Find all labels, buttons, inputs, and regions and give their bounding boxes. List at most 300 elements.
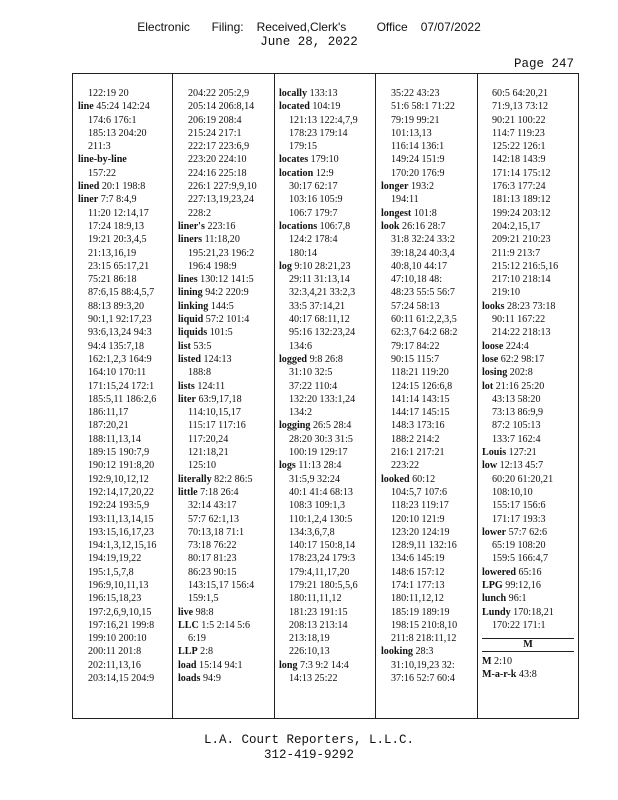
index-column-2 (178, 87, 273, 685)
index-entry (78, 193, 171, 206)
column-divider (274, 74, 275, 718)
page-references: 179:10 (308, 154, 339, 166)
index-continuation: 95:16 132:23,24 (289, 327, 356, 339)
index-term: longer (381, 181, 409, 193)
index-term: LLC (178, 619, 199, 631)
page-references: 124:11 (194, 380, 226, 392)
page-references: 28:23 73:18 (504, 300, 556, 312)
page-references: 45:24 142:24 (93, 101, 150, 113)
index-term: liners (178, 234, 203, 246)
page-references: 124:13 (201, 353, 232, 365)
index-continuation: 217:10 218:14 (492, 274, 551, 286)
page-references: 223:16 (204, 220, 236, 232)
index-continuation: 222:17 223:6,9 (188, 141, 250, 153)
index-term: liquids (178, 327, 208, 339)
index-continuation: 21:13,16,19 (88, 247, 137, 259)
index-continuation: 141:14 143:15 (391, 393, 450, 405)
index-continuation: 197:2,6,9,10,15 (88, 606, 152, 618)
index-term: losing (482, 367, 508, 379)
index-term: liner (78, 194, 99, 206)
index-continuation: 143:15,17 156:4 (188, 579, 255, 591)
index-continuation: 117:20,24 (188, 433, 229, 445)
index-continuation: 190:12 191:8,20 (88, 460, 155, 472)
page-number: Page 247 (513, 57, 574, 71)
index-entry (482, 606, 576, 619)
index-entry (178, 672, 273, 685)
index-entry (78, 180, 171, 193)
index-continuation: 88:13 89:3,20 (88, 300, 145, 312)
index-continuation: 185:13 204:20 (88, 127, 147, 139)
index-continuation: 209:21 210:23 (492, 234, 551, 246)
index-term: lining (178, 287, 203, 299)
index-continuation: 23:15 65:17,21 (88, 260, 150, 272)
index-entry (279, 87, 374, 100)
index-continuation: 43:13 58:20 (492, 393, 541, 405)
index-continuation: 215:24 217:1 (188, 127, 242, 139)
index-continuation: 148:3 173:16 (391, 420, 445, 432)
index-term: Louis (482, 447, 507, 459)
index-continuation: 227:13,19,23,24 (188, 194, 254, 206)
index-entry (78, 100, 171, 113)
index-continuation: 60:5 64:20,21 (492, 88, 549, 99)
index-continuation: 185:5,11 186:2,6 (88, 393, 157, 405)
index-continuation: 216:1 217:21 (391, 447, 445, 459)
index-term: location (279, 167, 314, 179)
page-references: 7:18 26:4 (197, 486, 239, 498)
index-continuation: 90:21 100:22 (492, 114, 546, 126)
index-continuation: 196:4 198:9 (188, 260, 237, 272)
index-continuation: 180:11,12,12 (391, 593, 444, 605)
page-references: 15:14 94:1 (196, 659, 243, 671)
index-term: lunch (482, 593, 507, 605)
index-continuation: 118:21 119:20 (391, 367, 449, 379)
page-references: 9:8 26:8 (307, 353, 343, 365)
index-continuation: 200:11 201:8 (88, 646, 142, 658)
index-continuation: 118:23 119:17 (391, 500, 449, 512)
index-continuation: 101:13,13 (391, 127, 432, 139)
index-entry (482, 526, 576, 539)
index-continuation: 116:14 136:1 (391, 141, 445, 153)
page-references: 130:12 141:5 (197, 274, 254, 286)
page-references: 53:5 (190, 340, 212, 352)
index-term: locally (279, 88, 308, 99)
index-continuation: 125:10 (188, 460, 217, 472)
index-continuation: 122:19 20 (88, 88, 129, 99)
index-entry (482, 592, 576, 605)
index-continuation: 47:10,18 48: (391, 274, 443, 286)
index-term: lists (178, 380, 195, 392)
index-term: low (482, 460, 498, 472)
index-continuation: 48:23 55:5 56:7 (391, 287, 455, 299)
index-continuation: 178:23,24 179:3 (289, 553, 356, 565)
index-continuation: 159:5 166:4,7 (492, 553, 549, 565)
index-continuation: 57:7 62:1,13 (188, 513, 240, 525)
index-entry (482, 668, 576, 681)
footer-company: L.A. Court Reporters, L.L.C. (203, 733, 415, 747)
page-references: 11:13 28:4 (295, 460, 342, 472)
index-entry (381, 645, 476, 658)
index-continuation: 86:23 90:15 (188, 566, 237, 578)
index-term: liner's (178, 220, 205, 232)
index-continuation: 155:17 156:6 (492, 500, 546, 512)
index-term: loads (178, 673, 201, 685)
index-entry (381, 473, 476, 486)
index-entry (482, 300, 576, 313)
index-continuation: 196:15,18,23 (88, 593, 142, 605)
index-entry (482, 366, 576, 379)
index-continuation: 31:8 32:24 33:2 (391, 234, 455, 246)
index-entry (178, 286, 273, 299)
index-entry (178, 273, 273, 286)
index-entry (178, 659, 273, 672)
index-term: liter (178, 393, 196, 405)
index-continuation: 125:22 126:1 (492, 141, 546, 153)
index-continuation: 35:22 43:23 (391, 88, 440, 99)
page-references: 170:18,21 (510, 606, 554, 618)
index-term: Lundy (482, 606, 511, 618)
index-continuation: 188:2 214:2 (391, 433, 440, 445)
index-continuation: 71:9,13 73:12 (492, 101, 549, 113)
index-continuation: 211:3 (88, 141, 111, 153)
index-entry (178, 340, 273, 353)
index-continuation: 90:11 167:22 (492, 314, 546, 326)
index-entry (279, 353, 374, 366)
index-entry (279, 153, 374, 166)
index-continuation: 128:9,11 132:16 (391, 540, 457, 552)
index-continuation: 93:6,13,24 94:3 (88, 327, 152, 339)
column-divider (172, 74, 173, 718)
index-continuation: 181:13 189:12 (492, 194, 551, 206)
index-continuation: 181:23 191:15 (289, 606, 348, 618)
index-continuation: 57:24 58:13 (391, 300, 440, 312)
index-term: lined (78, 181, 100, 193)
index-continuation: 120:10 121:9 (391, 513, 445, 525)
index-term: logs (279, 460, 296, 472)
page-references: 62:2 98:17 (498, 353, 545, 365)
index-continuation: 179:21 180:5,5,6 (289, 579, 358, 591)
index-continuation: 79:17 84:22 (391, 340, 440, 352)
column-divider (477, 74, 478, 718)
index-continuation: 170:22 171:1 (492, 619, 546, 631)
index-entry (482, 459, 576, 472)
index-continuation: 134:6 145:19 (391, 553, 445, 565)
index-continuation: 134:6 (289, 340, 312, 352)
index-continuation: 189:15 190:7,9 (88, 447, 150, 459)
index-continuation: 170:20 176:9 (391, 167, 445, 179)
index-continuation: 194:1,3,12,15,16 (88, 540, 157, 552)
page-references: 133:13 (307, 88, 338, 99)
index-continuation: 30:17 62:17 (289, 181, 338, 193)
page-references: 9:10 28:21,23 (291, 260, 351, 272)
index-continuation: 62:3,7 64:2 68:2 (391, 327, 458, 339)
index-continuation: 37:22 110:4 (289, 380, 338, 392)
index-continuation: 178:23 179:14 (289, 127, 348, 139)
index-term: load (178, 659, 197, 671)
index-entry (178, 220, 273, 233)
index-term: locations (279, 220, 318, 232)
index-continuation: 208:13 213:14 (289, 619, 348, 631)
index-continuation: 192:9,10,12,12 (88, 473, 149, 485)
index-continuation: 194:19,19,22 (88, 553, 142, 565)
index-continuation: 33:5 37:14,21 (289, 300, 346, 312)
index-continuation: 176:3 177:24 (492, 181, 546, 193)
index-continuation: 192:14,17,20,22 (88, 486, 154, 498)
page-references: 26:16 28:7 (399, 220, 446, 232)
index-term: logging (279, 420, 311, 432)
index-continuation: 31:10 32:5 (289, 367, 333, 379)
index-continuation: 73:18 76:22 (188, 540, 237, 552)
index-entry (482, 655, 576, 668)
index-continuation: 199:24 203:12 (492, 207, 551, 219)
page-references: 101:8 (411, 207, 437, 219)
index-term: loose (482, 340, 504, 352)
index-continuation: 133:7 162:4 (492, 433, 541, 445)
index-entry (178, 326, 273, 339)
index-term: LLP (178, 646, 198, 658)
page-references: 28:3 (412, 646, 434, 658)
index-continuation: 70:13,18 71:1 (188, 526, 245, 538)
index-continuation: 65:19 108:20 (492, 540, 546, 552)
index-continuation: 19:21 20:3,4,5 (88, 234, 147, 246)
index-continuation: 121:13 122:4,7,9 (289, 114, 358, 126)
index-continuation: 140:17 150:8,14 (289, 540, 356, 552)
index-entry (279, 419, 374, 432)
page-references: 26:5 28:4 (310, 420, 352, 432)
index-term: looking (381, 646, 413, 658)
page-references: 11:18,20 (202, 234, 240, 246)
index-continuation: 179:4,11,17,20 (289, 566, 350, 578)
index-continuation: 211:8 218:11,12 (391, 633, 457, 645)
index-continuation: 87:2 105:13 (492, 420, 541, 432)
index-continuation: 134:3,6,7,8 (289, 526, 335, 538)
index-continuation: 164:10 170:11 (88, 367, 147, 379)
index-column-1 (78, 87, 171, 685)
page-references: 7:7 8:4,9 (98, 194, 137, 206)
index-continuation: 114:10,15,17 (188, 407, 241, 419)
section-letter: M (482, 638, 574, 652)
index-entry (279, 659, 374, 672)
index-continuation: 174:1 177:13 (391, 579, 445, 591)
index-term: lot (482, 380, 494, 392)
index-entry (178, 300, 273, 313)
page-references: 65:16 (516, 566, 542, 578)
page-references: 57:7 62:6 (506, 526, 548, 538)
index-continuation: 73:13 86:9,9 (492, 407, 544, 419)
index-continuation: 159:1,5 (188, 593, 219, 605)
page-references: 60:12 (409, 473, 436, 485)
index-entry (279, 220, 374, 233)
index-continuation: 157:22 (88, 167, 117, 179)
page-references: 224:4 (503, 340, 529, 352)
index-entry (482, 579, 576, 592)
index-continuation: 224:16 225:18 (188, 167, 247, 179)
page-references: 99:12,16 (502, 579, 541, 591)
index-continuation: 213:18,19 (289, 633, 330, 645)
page-references: 193:2 (408, 181, 434, 193)
index-continuation: 87:6,15 88:4,5,7 (88, 287, 155, 299)
index-continuation: 142:18 143:9 (492, 154, 546, 166)
index-term: locates (279, 154, 309, 166)
page-references: 12:9 (313, 167, 334, 179)
index-continuation: 204:22 205:2,9 (188, 88, 250, 99)
index-continuation: 192:24 193:5,9 (88, 500, 150, 512)
index-term: line-by-line (78, 154, 127, 166)
index-continuation: 205:14 206:8,14 (188, 101, 255, 113)
index-continuation: 29:11 31:13,14 (289, 274, 350, 286)
index-term: linking (178, 300, 209, 312)
index-continuation: 194:11 (391, 194, 419, 206)
index-continuation: 185:19 189:19 (391, 606, 450, 618)
index-continuation: 60:11 61:2,2,3,5 (391, 314, 457, 326)
index-continuation: 121:18,21 (188, 447, 229, 459)
page-references: 202:8 (507, 367, 533, 379)
index-term: lower (482, 526, 507, 538)
index-entry (482, 380, 576, 393)
index-continuation: 197:16,21 199:8 (88, 619, 155, 631)
index-continuation: 51:6 58:1 71:22 (391, 101, 455, 113)
index-entry (482, 446, 576, 459)
index-term: M-a-r-k (482, 669, 517, 681)
index-continuation: 219:10 (492, 287, 521, 299)
index-continuation: 149:24 151:9 (391, 154, 445, 166)
index-term: log (279, 260, 292, 272)
index-term: lose (482, 353, 499, 365)
page-references: 1:5 2:14 5:6 (198, 619, 251, 631)
index-entry (482, 340, 576, 353)
page-references: 2:10 (491, 656, 512, 668)
index-continuation: 108:3 109:1,3 (289, 500, 346, 512)
index-continuation: 188:8 (188, 367, 211, 379)
index-continuation: 202:11,13,16 (88, 659, 141, 671)
index-entry (178, 353, 273, 366)
index-continuation: 214:22 218:13 (492, 327, 551, 339)
index-continuation: 94:4 135:7,18 (88, 340, 145, 352)
index-continuation: 171:14 175:12 (492, 167, 551, 179)
index-continuation: 132:20 133:1,24 (289, 393, 356, 405)
index-entry (178, 393, 273, 406)
index-continuation: 123:20 124:19 (391, 526, 450, 538)
index-continuation: 223:20 224:10 (188, 154, 247, 166)
index-continuation: 195:21,23 196:2 (188, 247, 255, 259)
page-references: 82:2 86:5 (211, 473, 253, 485)
index-entry (381, 207, 476, 220)
index-continuation: 174:6 176:1 (88, 114, 137, 126)
index-continuation: 32:14 43:17 (188, 500, 237, 512)
index-entry (178, 233, 273, 246)
index-term: M (482, 656, 492, 668)
index-continuation: 17:24 18:9,13 (88, 220, 145, 232)
page-references: 101:5 (207, 327, 233, 339)
index-term: lowered (482, 566, 517, 578)
index-continuation: 40:17 68:11,12 (289, 314, 350, 326)
index-continuation: 40:8,10 44:17 (391, 260, 448, 272)
index-entry (279, 100, 374, 113)
index-continuation: 90:15 115:7 (391, 353, 440, 365)
filing-stamp: Electronic Filing: Received,Clerk's Office 07/07/2022 (137, 20, 481, 34)
index-continuation: 110:1,2,4 130:5 (289, 513, 353, 525)
index-entry (178, 606, 273, 619)
index-continuation: 79:19 99:21 (391, 114, 440, 126)
index-term: long (279, 659, 298, 671)
index-entry (482, 353, 576, 366)
index-continuation: 40:1 41:4 68:13 (289, 486, 353, 498)
index-continuation: 215:12 216:5,16 (492, 260, 559, 272)
index-continuation: 11:20 12:14,17 (88, 207, 149, 219)
index-column-4 (381, 87, 476, 685)
index-continuation: 103:16 105:9 (289, 194, 343, 206)
index-continuation: 108:10,10 (492, 486, 533, 498)
index-term: looked (381, 473, 410, 485)
index-continuation: 124:15 126:6,8 (391, 380, 453, 392)
index-continuation: 211:9 213:7 (492, 247, 541, 259)
index-continuation: 186:11,17 (88, 407, 129, 419)
index-continuation: 80:17 81:23 (188, 553, 237, 565)
index-continuation: 75:21 86:18 (88, 274, 137, 286)
index-table (72, 73, 579, 719)
page-references: 7:3 9:2 14:4 (297, 659, 349, 671)
page-references: 127:21 (506, 447, 537, 459)
index-continuation: 193:15,16,17,23 (88, 526, 154, 538)
index-entry (178, 486, 273, 499)
index-continuation: 193:11,13,14,15 (88, 513, 154, 525)
index-entry (482, 566, 576, 579)
page-references: 144:5 (208, 300, 234, 312)
index-column-5 (482, 87, 576, 682)
index-term: little (178, 486, 198, 498)
index-continuation: 124:2 178:4 (289, 234, 338, 246)
index-term: logged (279, 353, 308, 365)
index-continuation: 171:15,24 172:1 (88, 380, 155, 392)
index-continuation: 180:14 (289, 247, 318, 259)
index-entry (178, 473, 273, 486)
page-references: 98:8 (193, 606, 214, 618)
index-entry (279, 167, 374, 180)
page-references: 20:1 198:8 (99, 181, 146, 193)
index-continuation: 37:16 52:7 60:4 (391, 673, 455, 685)
index-continuation: 187:20,21 (88, 420, 129, 432)
page-references: 12:13 45:7 (497, 460, 544, 472)
index-term: longest (381, 207, 412, 219)
index-entry (178, 313, 273, 326)
index-continuation: 204:2,15,17 (492, 220, 541, 232)
page-references: 94:9 (200, 673, 221, 685)
index-continuation: 100:19 129:17 (289, 447, 348, 459)
page-references: 104:19 (309, 101, 341, 113)
index-term: look (381, 220, 400, 232)
index-continuation: 60:20 61:20,21 (492, 473, 554, 485)
index-continuation: 31:5,9 32:24 (289, 473, 341, 485)
index-continuation: 188:11,13,14 (88, 433, 141, 445)
index-entry (178, 645, 273, 658)
page-references: 94:2 220:9 (202, 287, 249, 299)
index-continuation: 39:18,24 40:3,4 (391, 247, 455, 259)
index-continuation: 179:15 (289, 141, 318, 153)
index-term: live (178, 606, 194, 618)
index-continuation: 198:15 210:8,10 (391, 619, 458, 631)
index-term: listed (178, 353, 201, 365)
index-entry (78, 153, 171, 166)
page-references: 2:8 (197, 646, 214, 658)
index-term: located (279, 101, 310, 113)
index-entry (178, 619, 273, 632)
index-entry (279, 459, 374, 472)
index-entry (381, 220, 476, 233)
index-continuation: 28:20 30:3 31:5 (289, 433, 353, 445)
index-continuation: 206:19 208:4 (188, 114, 242, 126)
index-continuation: 104:5,7 107:6 (391, 486, 448, 498)
index-continuation: 106:7 179:7 (289, 207, 338, 219)
index-term: list (178, 340, 191, 352)
